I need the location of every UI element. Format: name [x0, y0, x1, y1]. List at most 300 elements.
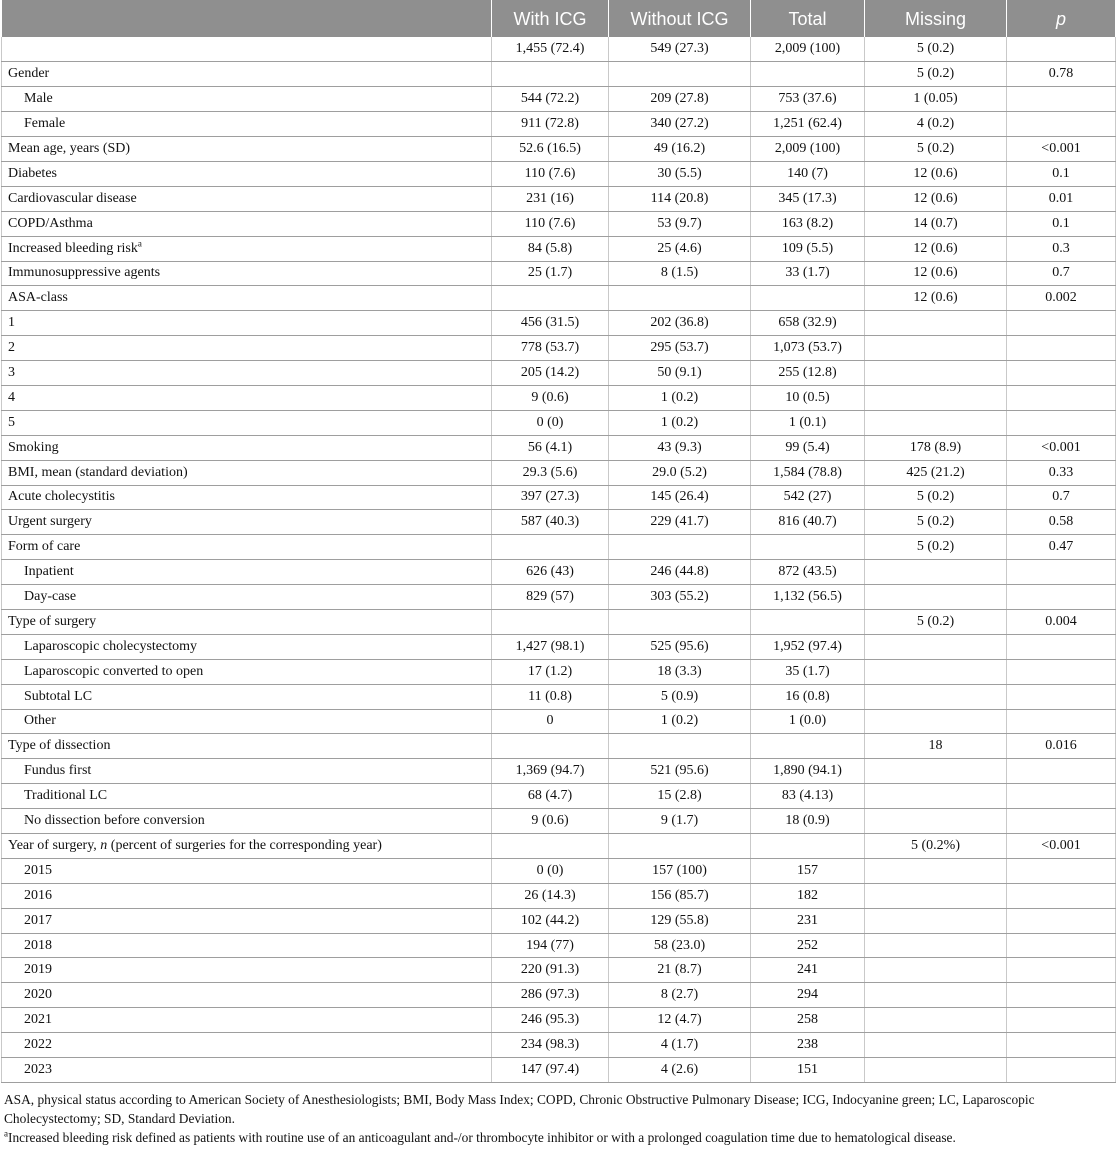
table-row — [2, 161, 1116, 186]
cell-without-icg: 12 (4.7) — [609, 1008, 751, 1033]
cell-total: 252 — [751, 933, 865, 958]
row-label: Traditional LC — [2, 784, 492, 809]
cell-missing — [865, 908, 1007, 933]
cell-total: 1,890 (94.1) — [751, 759, 865, 784]
table-row — [2, 784, 1116, 809]
cell-p-value — [1007, 1033, 1116, 1058]
cell-without-icg: 53 (9.7) — [609, 211, 751, 236]
cell-total — [751, 535, 865, 560]
cell-missing: 5 (0.2) — [865, 37, 1007, 62]
table-row — [2, 958, 1116, 983]
cell-total: 182 — [751, 883, 865, 908]
cell-missing: 12 (0.6) — [865, 161, 1007, 186]
cell-with-icg: 0 (0) — [492, 858, 609, 883]
row-label: 2021 — [2, 1008, 492, 1033]
row-label: Laparoscopic converted to open — [2, 659, 492, 684]
cell-without-icg: 15 (2.8) — [609, 784, 751, 809]
table-row — [2, 1058, 1116, 1083]
cell-p-value — [1007, 659, 1116, 684]
cell-with-icg: 25 (1.7) — [492, 261, 609, 286]
cell-without-icg: 145 (26.4) — [609, 485, 751, 510]
row-label: Laparoscopic cholecystectomy — [2, 634, 492, 659]
row-label: 2018 — [2, 933, 492, 958]
cell-total: 18 (0.9) — [751, 809, 865, 834]
cell-total: 1 (0.0) — [751, 709, 865, 734]
cell-without-icg — [609, 535, 751, 560]
row-label: 1 — [2, 311, 492, 336]
cell-missing — [865, 634, 1007, 659]
cell-with-icg: 587 (40.3) — [492, 510, 609, 535]
cell-without-icg — [609, 286, 751, 311]
cell-missing — [865, 709, 1007, 734]
row-label: 2022 — [2, 1033, 492, 1058]
cell-without-icg: 29.0 (5.2) — [609, 460, 751, 485]
cell-missing: 5 (0.2) — [865, 609, 1007, 634]
row-label: Subtotal LC — [2, 684, 492, 709]
cell-missing — [865, 336, 1007, 361]
table-row — [2, 834, 1116, 859]
row-label: 2019 — [2, 958, 492, 983]
cell-total: 157 — [751, 858, 865, 883]
cell-missing: 1 (0.05) — [865, 87, 1007, 112]
cell-total: 16 (0.8) — [751, 684, 865, 709]
header-p-value: p — [1007, 0, 1116, 37]
table-row — [2, 510, 1116, 535]
cell-with-icg: 397 (27.3) — [492, 485, 609, 510]
header-label-col — [2, 0, 492, 37]
cell-without-icg — [609, 834, 751, 859]
cell-missing: 4 (0.2) — [865, 112, 1007, 137]
row-label: 2017 — [2, 908, 492, 933]
cell-p-value — [1007, 883, 1116, 908]
cell-p-value — [1007, 983, 1116, 1008]
table-row — [2, 858, 1116, 883]
cell-missing: 12 (0.6) — [865, 261, 1007, 286]
cell-with-icg: 68 (4.7) — [492, 784, 609, 809]
cell-missing: 5 (0.2) — [865, 137, 1007, 162]
cell-missing: 178 (8.9) — [865, 435, 1007, 460]
cell-total — [751, 609, 865, 634]
table-row — [2, 485, 1116, 510]
cell-with-icg: 220 (91.3) — [492, 958, 609, 983]
cell-with-icg — [492, 286, 609, 311]
cell-missing — [865, 410, 1007, 435]
cell-missing — [865, 809, 1007, 834]
table-row — [2, 37, 1116, 62]
cell-p-value: 0.01 — [1007, 186, 1116, 211]
cell-missing: 5 (0.2) — [865, 510, 1007, 535]
table-row — [2, 336, 1116, 361]
row-label: 5 — [2, 410, 492, 435]
cell-with-icg: 234 (98.3) — [492, 1033, 609, 1058]
table-row — [2, 236, 1116, 261]
cell-without-icg: 525 (95.6) — [609, 634, 751, 659]
cell-p-value — [1007, 784, 1116, 809]
table-row — [2, 883, 1116, 908]
cell-p-value: 0.78 — [1007, 62, 1116, 87]
cell-without-icg: 295 (53.7) — [609, 336, 751, 361]
cell-missing: 18 — [865, 734, 1007, 759]
cell-missing — [865, 784, 1007, 809]
cell-with-icg: 9 (0.6) — [492, 809, 609, 834]
cell-without-icg: 8 (2.7) — [609, 983, 751, 1008]
cell-with-icg: 147 (97.4) — [492, 1058, 609, 1083]
cell-without-icg: 157 (100) — [609, 858, 751, 883]
cell-p-value: <0.001 — [1007, 834, 1116, 859]
cell-missing — [865, 311, 1007, 336]
row-label: 2023 — [2, 1058, 492, 1083]
cell-total: 294 — [751, 983, 865, 1008]
cell-p-value — [1007, 112, 1116, 137]
cell-with-icg: 110 (7.6) — [492, 161, 609, 186]
row-label: Form of care — [2, 535, 492, 560]
cell-p-value — [1007, 37, 1116, 62]
cell-total — [751, 734, 865, 759]
cell-total: 1 (0.1) — [751, 410, 865, 435]
row-label: BMI, mean (standard deviation) — [2, 460, 492, 485]
row-label: Male — [2, 87, 492, 112]
row-label: 2020 — [2, 983, 492, 1008]
cell-missing — [865, 759, 1007, 784]
cell-with-icg: 11 (0.8) — [492, 684, 609, 709]
row-label: 2016 — [2, 883, 492, 908]
table-row — [2, 361, 1116, 386]
cell-p-value: 0.1 — [1007, 161, 1116, 186]
cell-without-icg — [609, 609, 751, 634]
cell-with-icg — [492, 834, 609, 859]
table-row — [2, 585, 1116, 610]
cell-without-icg: 1 (0.2) — [609, 410, 751, 435]
cell-total: 1,073 (53.7) — [751, 336, 865, 361]
table-row — [2, 759, 1116, 784]
cell-without-icg: 50 (9.1) — [609, 361, 751, 386]
row-label: Type of surgery — [2, 609, 492, 634]
table-row — [2, 983, 1116, 1008]
cell-total: 35 (1.7) — [751, 659, 865, 684]
cell-p-value — [1007, 858, 1116, 883]
cell-total: 151 — [751, 1058, 865, 1083]
row-label: Immunosuppressive agents — [2, 261, 492, 286]
table-row — [2, 1008, 1116, 1033]
cell-missing — [865, 385, 1007, 410]
cell-without-icg: 58 (23.0) — [609, 933, 751, 958]
cell-missing — [865, 684, 1007, 709]
cell-without-icg: 209 (27.8) — [609, 87, 751, 112]
cell-with-icg: 56 (4.1) — [492, 435, 609, 460]
cell-p-value — [1007, 87, 1116, 112]
cell-without-icg: 1 (0.2) — [609, 709, 751, 734]
cell-p-value — [1007, 634, 1116, 659]
cell-with-icg — [492, 734, 609, 759]
cell-with-icg: 778 (53.7) — [492, 336, 609, 361]
cell-without-icg: 30 (5.5) — [609, 161, 751, 186]
cell-p-value — [1007, 908, 1116, 933]
row-label: Other — [2, 709, 492, 734]
table-row — [2, 211, 1116, 236]
row-label: Inpatient — [2, 560, 492, 585]
cell-without-icg: 25 (4.6) — [609, 236, 751, 261]
cell-p-value: 0.58 — [1007, 510, 1116, 535]
table-row — [2, 908, 1116, 933]
cell-total: 255 (12.8) — [751, 361, 865, 386]
cell-total: 1,132 (56.5) — [751, 585, 865, 610]
cell-without-icg: 9 (1.7) — [609, 809, 751, 834]
row-label: COPD/Asthma — [2, 211, 492, 236]
cell-missing — [865, 1058, 1007, 1083]
cell-without-icg: 21 (8.7) — [609, 958, 751, 983]
header-row — [2, 0, 1116, 37]
cell-p-value: 0.002 — [1007, 286, 1116, 311]
cell-p-value — [1007, 933, 1116, 958]
cell-with-icg: 911 (72.8) — [492, 112, 609, 137]
cell-total: 241 — [751, 958, 865, 983]
row-label: 2015 — [2, 858, 492, 883]
cell-p-value — [1007, 759, 1116, 784]
row-label: Female — [2, 112, 492, 137]
cell-with-icg: 9 (0.6) — [492, 385, 609, 410]
cell-missing — [865, 1033, 1007, 1058]
cell-with-icg: 0 — [492, 709, 609, 734]
header-with-icg: With ICG — [492, 0, 609, 37]
cell-with-icg: 246 (95.3) — [492, 1008, 609, 1033]
cell-missing — [865, 1008, 1007, 1033]
cell-with-icg — [492, 609, 609, 634]
cell-without-icg: 340 (27.2) — [609, 112, 751, 137]
cell-total: 238 — [751, 1033, 865, 1058]
table-row — [2, 385, 1116, 410]
cell-without-icg: 43 (9.3) — [609, 435, 751, 460]
cell-with-icg: 205 (14.2) — [492, 361, 609, 386]
cell-without-icg: 202 (36.8) — [609, 311, 751, 336]
cell-total — [751, 286, 865, 311]
cell-total — [751, 834, 865, 859]
cell-without-icg: 4 (2.6) — [609, 1058, 751, 1083]
table-row — [2, 560, 1116, 585]
table-row — [2, 261, 1116, 286]
cell-total: 163 (8.2) — [751, 211, 865, 236]
row-label: Gender — [2, 62, 492, 87]
cell-total: 109 (5.5) — [751, 236, 865, 261]
cell-p-value: 0.1 — [1007, 211, 1116, 236]
cell-with-icg: 829 (57) — [492, 585, 609, 610]
table-row — [2, 62, 1116, 87]
row-label: Fundus first — [2, 759, 492, 784]
cell-total: 258 — [751, 1008, 865, 1033]
cell-with-icg: 456 (31.5) — [492, 311, 609, 336]
cell-with-icg: 102 (44.2) — [492, 908, 609, 933]
cell-missing: 14 (0.7) — [865, 211, 1007, 236]
cell-missing: 5 (0.2%) — [865, 834, 1007, 859]
cell-without-icg: 521 (95.6) — [609, 759, 751, 784]
row-label: Smoking — [2, 435, 492, 460]
cell-p-value — [1007, 385, 1116, 410]
cell-p-value — [1007, 311, 1116, 336]
cell-total: 140 (7) — [751, 161, 865, 186]
cell-p-value — [1007, 684, 1116, 709]
header-without-icg: Without ICG — [609, 0, 751, 37]
cell-without-icg: 229 (41.7) — [609, 510, 751, 535]
row-label: Mean age, years (SD) — [2, 137, 492, 162]
table-row — [2, 609, 1116, 634]
cell-p-value: <0.001 — [1007, 137, 1116, 162]
table-row — [2, 1033, 1116, 1058]
cell-with-icg: 110 (7.6) — [492, 211, 609, 236]
cell-total: 542 (27) — [751, 485, 865, 510]
table-row — [2, 137, 1116, 162]
cell-with-icg: 231 (16) — [492, 186, 609, 211]
row-label: Acute cholecystitis — [2, 485, 492, 510]
cell-total — [751, 62, 865, 87]
table-row — [2, 535, 1116, 560]
header-missing: Missing — [865, 0, 1007, 37]
table-row — [2, 933, 1116, 958]
cell-with-icg: 52.6 (16.5) — [492, 137, 609, 162]
cell-missing: 12 (0.6) — [865, 186, 1007, 211]
table-row — [2, 709, 1116, 734]
cell-missing — [865, 659, 1007, 684]
table-row — [2, 435, 1116, 460]
footnote-marker: a — [4, 1128, 8, 1139]
header-total: Total — [751, 0, 865, 37]
table-body — [2, 37, 1116, 1082]
cell-p-value: 0.3 — [1007, 236, 1116, 261]
cell-missing — [865, 858, 1007, 883]
table-row — [2, 634, 1116, 659]
cell-total: 2,009 (100) — [751, 37, 865, 62]
row-label: Urgent surgery — [2, 510, 492, 535]
cell-with-icg: 26 (14.3) — [492, 883, 609, 908]
cell-p-value — [1007, 1008, 1116, 1033]
cell-without-icg: 5 (0.9) — [609, 684, 751, 709]
footnote-text: Increased bleeding risk defined as patients with routine use of an anticoagulant and-/or thrombocyte inhibitor or with a prolonged coagulation time due to hematological disease. — [8, 1130, 956, 1145]
cell-p-value — [1007, 410, 1116, 435]
cell-p-value — [1007, 958, 1116, 983]
cell-missing: 425 (21.2) — [865, 460, 1007, 485]
table-header — [2, 0, 1116, 37]
cell-with-icg: 1,427 (98.1) — [492, 634, 609, 659]
row-label: Day-case — [2, 585, 492, 610]
cell-p-value — [1007, 361, 1116, 386]
cell-total: 83 (4.13) — [751, 784, 865, 809]
cell-p-value: 0.33 — [1007, 460, 1116, 485]
table-row — [2, 809, 1116, 834]
cell-total: 33 (1.7) — [751, 261, 865, 286]
cell-without-icg: 114 (20.8) — [609, 186, 751, 211]
cell-total: 1,584 (78.8) — [751, 460, 865, 485]
cell-with-icg: 286 (97.3) — [492, 983, 609, 1008]
table-row — [2, 286, 1116, 311]
footnote — [4, 1128, 1114, 1147]
table-row — [2, 684, 1116, 709]
table-row — [2, 734, 1116, 759]
abbreviations-note: ASA, physical status according to American Society of Anesthesiologists; BMI, Body Mass Index; COPD, Chronic Obstructive Pulmonary Disease; ICG, Indocyanine green; LC, Laparoscopic Cholecystectomy; SD, Standard Deviation. — [4, 1092, 1035, 1126]
cell-without-icg — [609, 734, 751, 759]
cell-p-value: 0.7 — [1007, 261, 1116, 286]
cell-p-value — [1007, 560, 1116, 585]
cell-p-value — [1007, 1058, 1116, 1083]
row-label: 4 — [2, 385, 492, 410]
row-label: 3 — [2, 361, 492, 386]
row-label: Increased bleeding risk$^a$ — [2, 236, 492, 261]
table-row — [2, 659, 1116, 684]
cell-with-icg — [492, 62, 609, 87]
table-row — [2, 87, 1116, 112]
cell-missing — [865, 585, 1007, 610]
row-label: No dissection before conversion — [2, 809, 492, 834]
cell-p-value — [1007, 585, 1116, 610]
cell-p-value: <0.001 — [1007, 435, 1116, 460]
footnote-marker: a — [137, 237, 142, 248]
cell-missing — [865, 983, 1007, 1008]
cell-total: 1,251 (62.4) — [751, 112, 865, 137]
cell-without-icg: 156 (85.7) — [609, 883, 751, 908]
cell-without-icg: 1 (0.2) — [609, 385, 751, 410]
cell-with-icg: 29.3 (5.6) — [492, 460, 609, 485]
row-label: Year of surgery, n (percent of surgeries for the corresponding year) — [2, 834, 492, 859]
cell-without-icg: 549 (27.3) — [609, 37, 751, 62]
cell-with-icg: 544 (72.2) — [492, 87, 609, 112]
cell-p-value: 0.7 — [1007, 485, 1116, 510]
cell-with-icg: 1,455 (72.4) — [492, 37, 609, 62]
cell-total: 99 (5.4) — [751, 435, 865, 460]
cell-without-icg: 129 (55.8) — [609, 908, 751, 933]
cell-without-icg: 18 (3.3) — [609, 659, 751, 684]
cell-total: 231 — [751, 908, 865, 933]
cell-without-icg — [609, 62, 751, 87]
cell-missing: 5 (0.2) — [865, 62, 1007, 87]
cell-p-value: 0.47 — [1007, 535, 1116, 560]
table-row — [2, 311, 1116, 336]
cell-missing — [865, 933, 1007, 958]
table-row — [2, 186, 1116, 211]
table-row — [2, 410, 1116, 435]
cell-with-icg — [492, 535, 609, 560]
row-label — [2, 37, 492, 62]
cell-with-icg: 0 (0) — [492, 410, 609, 435]
cell-total: 872 (43.5) — [751, 560, 865, 585]
cell-with-icg: 626 (43) — [492, 560, 609, 585]
cell-total: 658 (32.9) — [751, 311, 865, 336]
cell-missing — [865, 958, 1007, 983]
row-label: ASA-class — [2, 286, 492, 311]
row-label: Cardiovascular disease — [2, 186, 492, 211]
cell-missing: 5 (0.2) — [865, 535, 1007, 560]
cell-total: 1,952 (97.4) — [751, 634, 865, 659]
cell-without-icg: 4 (1.7) — [609, 1033, 751, 1058]
cell-without-icg: 246 (44.8) — [609, 560, 751, 585]
cell-p-value — [1007, 709, 1116, 734]
cell-p-value — [1007, 809, 1116, 834]
cell-total: 10 (0.5) — [751, 385, 865, 410]
cell-without-icg: 49 (16.2) — [609, 137, 751, 162]
cell-with-icg: 17 (1.2) — [492, 659, 609, 684]
table-row — [2, 112, 1116, 137]
cell-missing — [865, 560, 1007, 585]
cell-missing — [865, 883, 1007, 908]
table-footer — [4, 1090, 1114, 1147]
cell-without-icg: 303 (55.2) — [609, 585, 751, 610]
cell-without-icg: 8 (1.5) — [609, 261, 751, 286]
cell-missing: 5 (0.2) — [865, 485, 1007, 510]
cell-total: 753 (37.6) — [751, 87, 865, 112]
cell-p-value — [1007, 336, 1116, 361]
cell-with-icg: 84 (5.8) — [492, 236, 609, 261]
cell-with-icg: 194 (77) — [492, 933, 609, 958]
cell-missing — [865, 361, 1007, 386]
cell-p-value: 0.004 — [1007, 609, 1116, 634]
cell-missing: 12 (0.6) — [865, 286, 1007, 311]
row-label: 2 — [2, 336, 492, 361]
